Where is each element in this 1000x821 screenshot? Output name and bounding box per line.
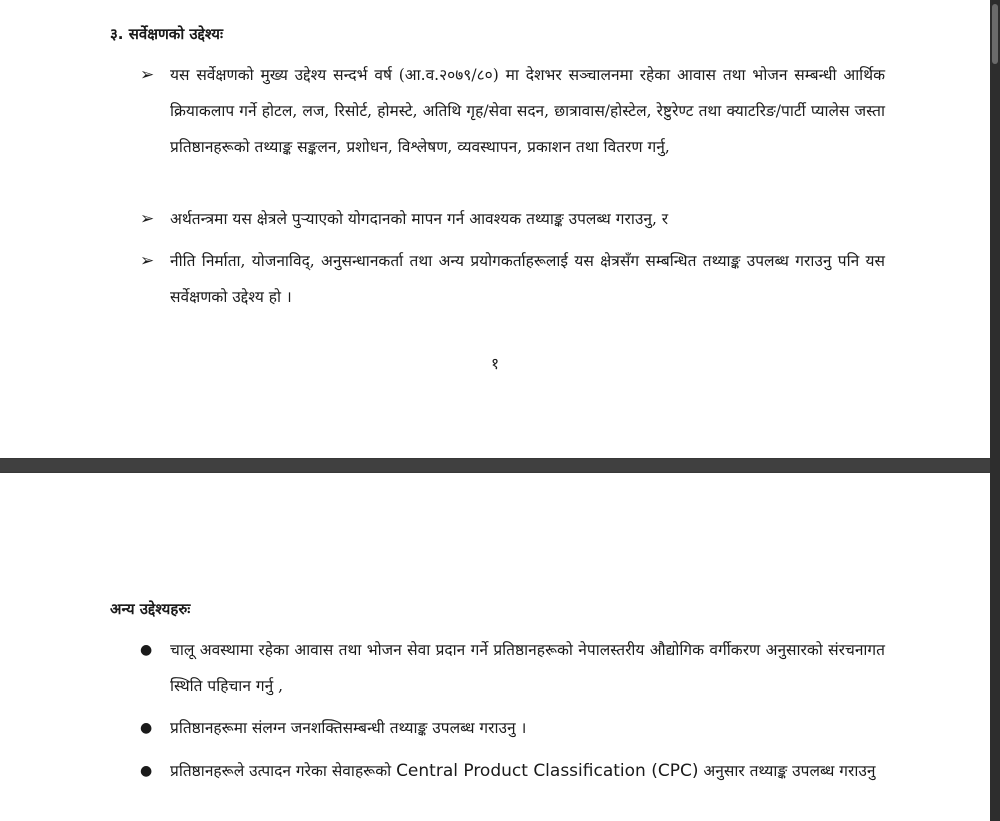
page-number: १ [490,354,500,373]
round-bullet-icon: ● [140,642,153,658]
objective-text [170,753,885,789]
objective-item [140,201,885,237]
scrollbar-thumb[interactable] [992,4,998,64]
round-bullet-icon: ● [140,720,153,736]
objective-item [140,632,885,704]
objective-item [140,710,885,746]
objective-text-part: अनुसार तथ्याङ्क उपलब्ध गराउनु [698,762,876,780]
round-bullet-icon: ● [140,763,153,779]
section-heading: अन्य उद्देश्यहरुः [110,600,191,618]
arrow-bullet-icon: ➢ [140,209,155,229]
objective-item [140,753,885,789]
objective-item [140,57,885,165]
objective-text-part: प्रतिष्ठानहरूले उत्पादन गरेका सेवाहरूको [170,762,397,780]
objective-text: प्रतिष्ठानहरूमा संलग्न जनशक्तिसम्बन्धी तथ्याङ्क उपलब्ध गराउनु । [170,719,527,737]
objective-text: अर्थतन्त्रमा यस क्षेत्रले पुऱ्याएको योगदानको मापन गर्न आवश्यक तथ्याङ्क उपलब्ध गराउनु, र [170,210,669,228]
objective-text: यस सर्वेक्षणको मुख्य उद्देश्य सन्दर्भ वर्ष (आ.व.२०७९/८०) मा देशभर सञ्चालनमा रहेका आवास तथा भोजन सम्बन्धी आर्थिक क्रियाकलाप गर्ने होटल, लज, रिसोर्ट, होमस्टे, अतिथि गृह/सेवा सदन, छात्रावास/होस्टेल, रेष्टुरेण्ट तथा क्याटरिङ/पार्टी प्यालेस जस्ता प्रतिष्ठानहरूको तथ्याङ्क सङ्कलन, प्रशोधन, विश्लेषण, व्यवस्थापन, प्रकाशन तथा वितरण गर्नु, [170,66,885,156]
objective-text: नीति निर्माता, योजनाविद्, अनुसन्धानकर्ता तथा अन्य प्रयोगकर्ताहरूलाई यस क्षेत्रसँग सम्बन्धित तथ्याङ्क उपलब्ध गराउनु पनि यस सर्वेक्षणको उद्देश्य हो । [170,252,885,306]
cpc-term: Central Product Classification (CPC) [396,761,699,781]
arrow-bullet-icon: ➢ [140,251,155,271]
arrow-bullet-icon: ➢ [140,65,155,85]
vertical-scrollbar[interactable] [990,0,1000,821]
objective-item [140,243,885,315]
objective-text: चालू अवस्थामा रहेका आवास तथा भोजन सेवा प्रदान गर्ने प्रतिष्ठानहरूको नेपालस्तरीय औद्योगिक वर्गीकरण अनुसारको संरचनागत स्थिति पहिचान गर्नु , [170,641,885,695]
section-heading: ३. सर्वेक्षणको उद्देश्यः [110,25,224,43]
document-page-2 [0,473,990,821]
